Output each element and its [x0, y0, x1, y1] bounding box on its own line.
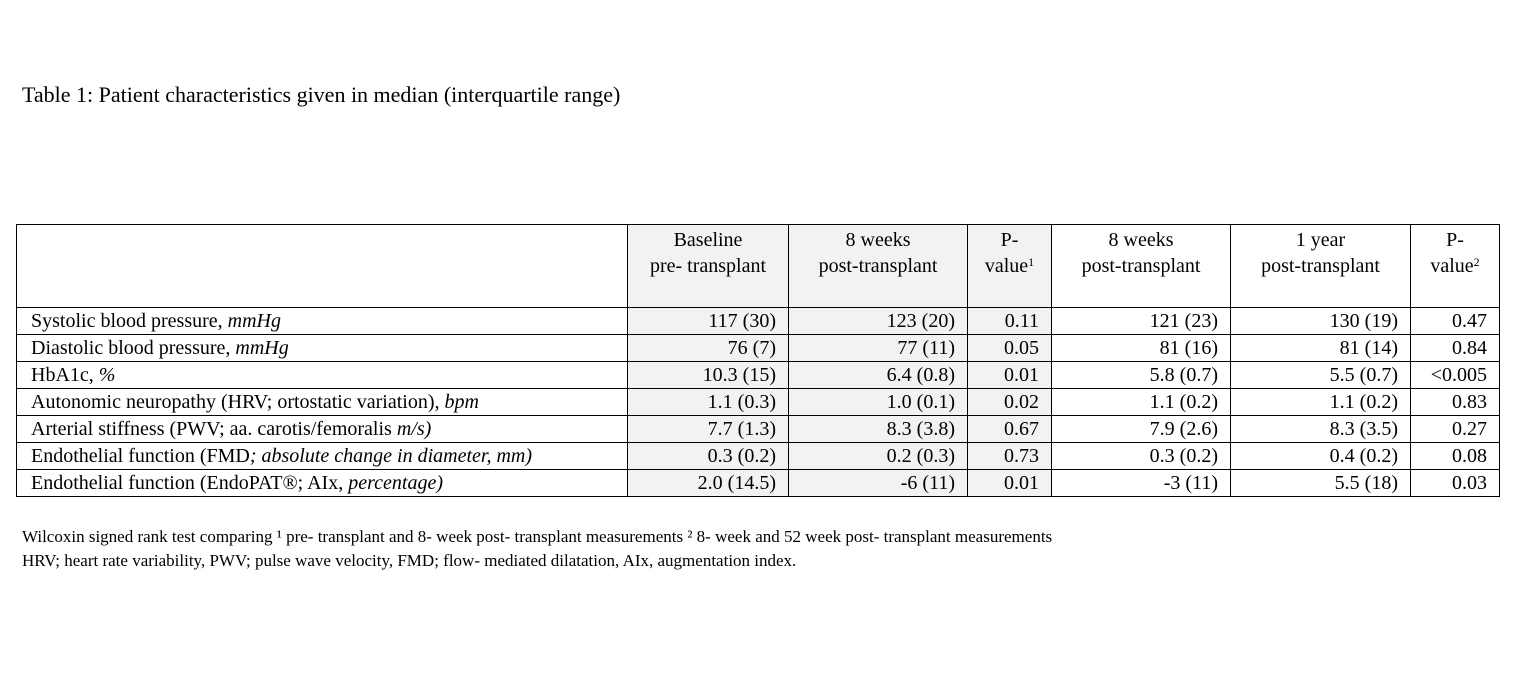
p-value-2-cell: 0.27: [1411, 416, 1500, 443]
row-label: Endothelial function (FMD; absolute change in diameter, mm): [17, 443, 628, 470]
row-label: Autonomic neuropathy (HRV; ortostatic variation), bpm: [17, 389, 628, 416]
table-row: [17, 335, 1500, 362]
p-value-2-cell: 0.47: [1411, 308, 1500, 335]
p-value-2-cell: 0.03: [1411, 470, 1500, 497]
8weeks-value-b-cell: 121 (23): [1052, 308, 1231, 335]
8weeks-value-cell: 0.2 (0.3): [789, 443, 968, 470]
table-row: [17, 389, 1500, 416]
8weeks-value-b-cell: -3 (11): [1052, 470, 1231, 497]
table-caption: Table 1: Patient characteristics given in median (interquartile range): [22, 82, 621, 107]
8weeks-value-cell: 6.4 (0.8): [789, 362, 968, 389]
table-row: [17, 470, 1500, 497]
1year-value-cell: 130 (19): [1231, 308, 1411, 335]
header-row: [17, 225, 1500, 308]
p-value-2-cell: 0.08: [1411, 443, 1500, 470]
p-value-1-cell: 0.11: [968, 308, 1052, 335]
1year-value-cell: 1.1 (0.2): [1231, 389, 1411, 416]
p-value-2-cell: 0.83: [1411, 389, 1500, 416]
patient-characteristics-table: [16, 224, 1500, 497]
baseline-value-cell: 1.1 (0.3): [628, 389, 789, 416]
8weeks-value-b-cell: 5.8 (0.7): [1052, 362, 1231, 389]
table-row: [17, 308, 1500, 335]
header-cell-8weeks-a: 8 weeks post-transplant: [789, 225, 968, 308]
baseline-value-cell: 76 (7): [628, 335, 789, 362]
8weeks-value-cell: 8.3 (3.8): [789, 416, 968, 443]
row-label: Diastolic blood pressure, mmHg: [17, 335, 628, 362]
8weeks-value-b-cell: 81 (16): [1052, 335, 1231, 362]
8weeks-value-b-cell: 1.1 (0.2): [1052, 389, 1231, 416]
row-label: Arterial stiffness (PWV; aa. carotis/femoralis m/s): [17, 416, 628, 443]
p-value-2-cell: 0.84: [1411, 335, 1500, 362]
p-value-1-cell: 0.02: [968, 389, 1052, 416]
p-value-1-cell: 0.05: [968, 335, 1052, 362]
1year-value-cell: 5.5 (0.7): [1231, 362, 1411, 389]
p-value-2-cell: <0.005: [1411, 362, 1500, 389]
header-cell-pvalue-1: P- value$^1$: [968, 225, 1052, 308]
p-value-1-cell: 0.01: [968, 362, 1052, 389]
header-cell-baseline: Baseline pre- transplant: [628, 225, 789, 308]
row-label: HbA1c, %: [17, 362, 628, 389]
header-cell-8weeks-b: 8 weeks post-transplant: [1052, 225, 1231, 308]
1year-value-cell: 8.3 (3.5): [1231, 416, 1411, 443]
footnote-statistics: Wilcoxin signed rank test comparing ¹ pre- transplant and 8- week post- transplant measurements ² 8- week and 52 week post- transplant measurements: [22, 527, 1053, 546]
1year-value-cell: 5.5 (18): [1231, 470, 1411, 497]
8weeks-value-cell: 77 (11): [789, 335, 968, 362]
row-label: Endothelial function (EndoPAT®; AIx, percentage): [17, 470, 628, 497]
1year-value-cell: 81 (14): [1231, 335, 1411, 362]
table-row: [17, 362, 1500, 389]
footnote-abbreviations: HRV; heart rate variability, PWV; pulse wave velocity, FMD; flow- mediated dilatation, AIx, augmentation index.: [22, 551, 797, 570]
8weeks-value-cell: 123 (20): [789, 308, 968, 335]
baseline-value-cell: 10.3 (15): [628, 362, 789, 389]
8weeks-value-cell: -6 (11): [789, 470, 968, 497]
baseline-value-cell: 7.7 (1.3): [628, 416, 789, 443]
1year-value-cell: 0.4 (0.2): [1231, 443, 1411, 470]
baseline-value-cell: 0.3 (0.2): [628, 443, 789, 470]
table-row: [17, 443, 1500, 470]
baseline-value-cell: 2.0 (14.5): [628, 470, 789, 497]
8weeks-value-cell: 1.0 (0.1): [789, 389, 968, 416]
8weeks-value-b-cell: 0.3 (0.2): [1052, 443, 1231, 470]
8weeks-value-b-cell: 7.9 (2.6): [1052, 416, 1231, 443]
p-value-1-cell: 0.67: [968, 416, 1052, 443]
header-cell-1year: 1 year post-transplant: [1231, 225, 1411, 308]
row-label: Systolic blood pressure, mmHg: [17, 308, 628, 335]
p-value-1-cell: 0.73: [968, 443, 1052, 470]
table-row: [17, 416, 1500, 443]
p-value-1-cell: 0.01: [968, 470, 1052, 497]
baseline-value-cell: 117 (30): [628, 308, 789, 335]
header-cell-pvalue-2: P- value$^2$: [1411, 225, 1500, 308]
header-cell-label: [17, 225, 628, 308]
